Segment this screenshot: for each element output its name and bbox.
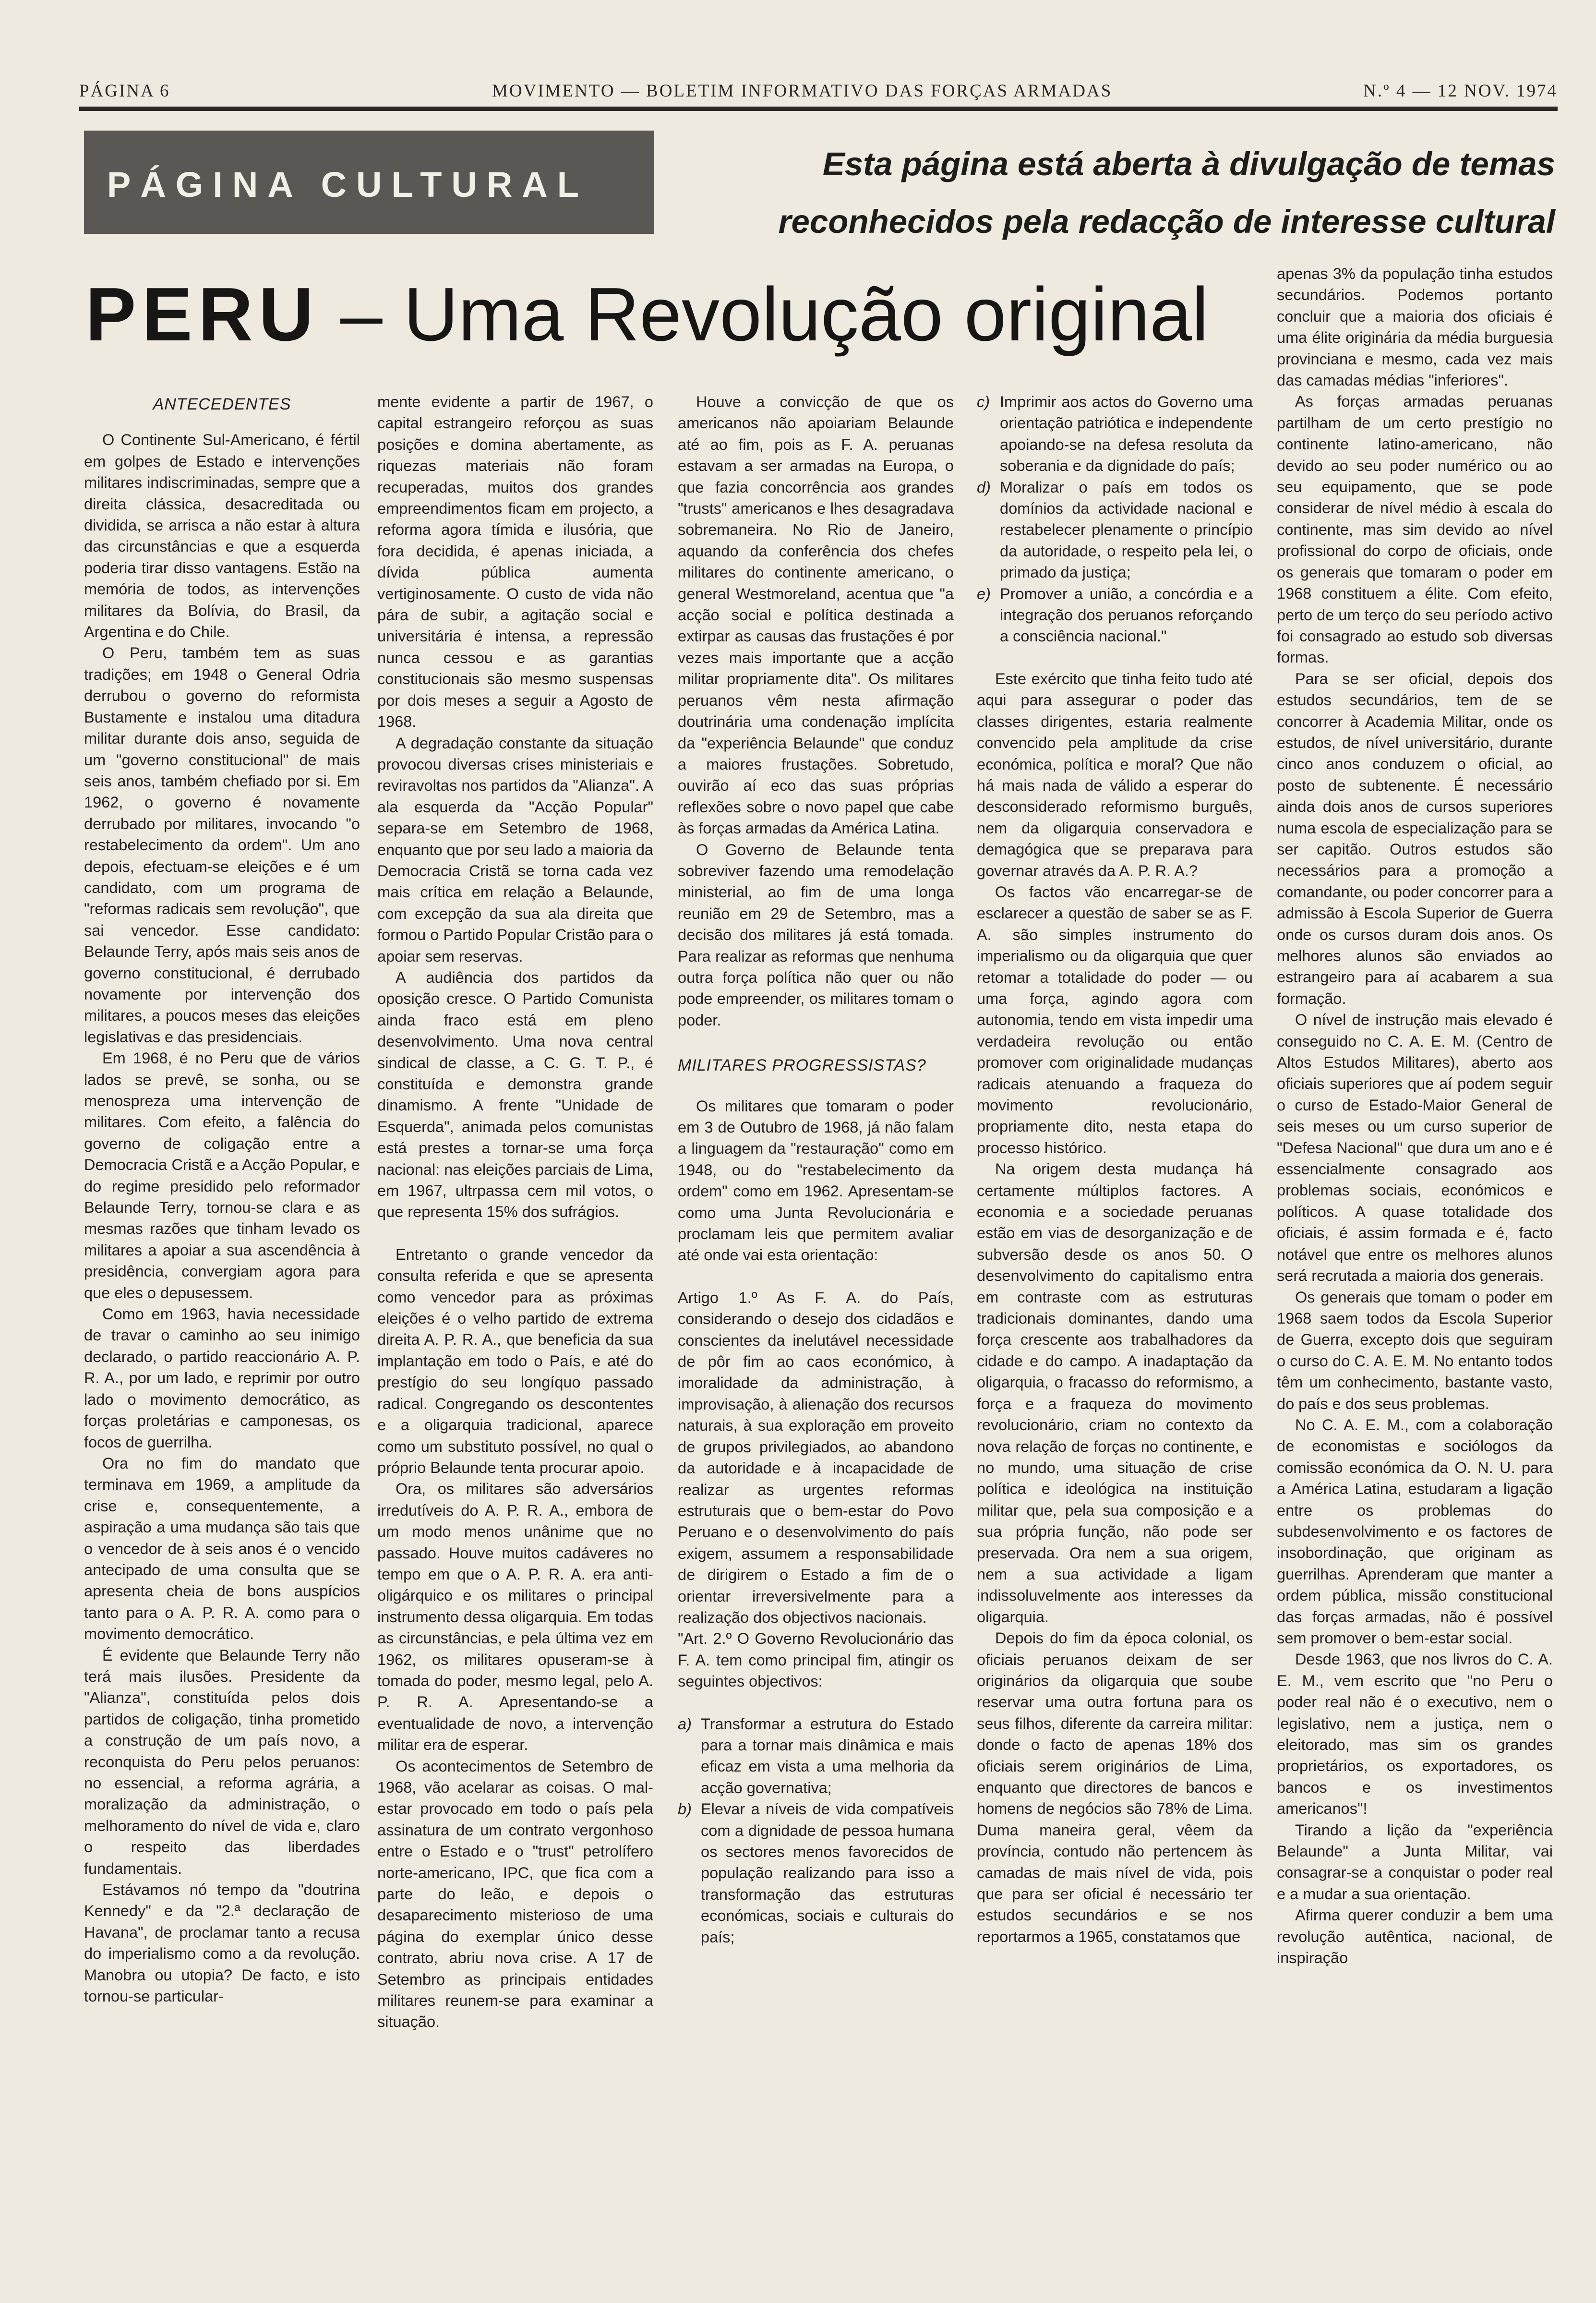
section-heading-antecedentes: ANTECEDENTES xyxy=(153,395,291,413)
paragraph: Entretanto o grande vencedor da consulta referida e que se apresenta como vencedor para as próximas eleições é o velho partido de extrema direita A. P. R. A., que beneficia da sua implantação em todo o País, e até do prestígio do seu longíquo passado radical. Congregando os descontentes e a oligarquia tradicional, aparece como um substituto possível, no qual o próprio Belaunde tenta procurar apoio. xyxy=(377,1245,653,1476)
list-marker: d) xyxy=(977,478,991,496)
paragraph: Tirando a lição da "experiência Belaunde" a Junta Militar, vai consagrar-se a conquistar o poder real e a mudar a sua orientação. xyxy=(1277,1821,1553,1903)
section-title: PÁGINA CULTURAL xyxy=(107,165,588,205)
list-marker: b) xyxy=(678,1800,692,1818)
paragraph: Desde 1963, que nos livros do C. A. E. M., vem escrito que "no Peru o poder real não é o executivo, nem o legislativo, nem a justiça, nem o eleitorado, mas sim os grandes proprietários, os exportadores, os bancos e os investimentos americanos"! xyxy=(1277,1651,1553,1818)
issue-date: N.º 4 — 12 NOV. 1974 xyxy=(1363,81,1558,101)
list-item-text: Imprimir aos actos do Governo uma orientação patriótica e independente apoiando-se na defesa resoluta da soberania e da dignidade do país; xyxy=(1000,393,1253,475)
paragraph: As forças armadas peruanas partilham de um certo prestígio no continente latino-americano, não devido ao seu poder numérico ou ao seu equipamento, que se pode considerar de nível médio à escala do continente, mas sim devido ao nível profissional do corpo de oficiais, onde os generais que tomaram o poder em 1968 constituem a élite. Com efeito, perto de um terço do seu período activo foi consagrado ao estudo sob diversas formas. xyxy=(1277,393,1553,666)
paragraph: O Peru, também tem as suas tradições; em 1948 o General Odria derrubou o governo do reformista Bustamente e instalou uma ditadura militar durante dois anso, seguida de um "governo constitucional" de mais seis anos, também chefiado por si. Em 1962, o governo é novamente derrubado por militares, invocando "o restabelecimento da ordem". Um ano depois, efectuam-se eleições e é um candidato, com um programa de "reformas radicais sem revolução", que sai vencedor. Esse candidato: Belaunde Terry, após mais seis anos de governo constitucional, é derrubado novamente por intervenção dos militares, a poucos meses das eleições legislativas e das presidenciais. xyxy=(84,644,360,1046)
paragraph: No C. A. E. M., com a colaboração de economistas e sociólogos da comissão económica da O. N. U. para a América Latina, estudaram a ligação entre os problemas do subdesenvolvimento e os factores de insobordinação, que originam as guerrilhas. Aprenderam que manter a ordem pública, missão constitucional das forças armadas, não é possível sem promover o bem-estar social. xyxy=(1277,1416,1553,1647)
list-item-text: Promover a união, a concórdia e a integração dos peruanos reforçando a consciência nacional." xyxy=(1000,585,1253,645)
column-2 xyxy=(377,391,653,2220)
objectives-list-continued xyxy=(977,391,1253,647)
paragraph: O Governo de Belaunde tenta sobreviver fazendo uma remodelação ministerial, ao fim de uma longa reunião em 29 de Setembro, mas a decisão dos militares já está tomada. Para realizar as reformas que nenhuma outra força política não quer ou não pode empreender, os militares tomam o poder. xyxy=(678,841,954,1029)
paragraph: Ora no fim do mandato que terminava em 1969, a amplitude da crise e, consequentemente, a aspiração a uma mudança são tais que o vencedor de à seis anos é o vencido antecipado de uma consulta que se apresenta cheia de bons auspícios tanto para o A. P. R. A. como para o movimento democrático. xyxy=(84,1454,360,1643)
paragraph: A degradação constante da situação provocou diversas crises ministeriais e reviravoltas nos partidos da "Alianza". A ala esquerda da "Acção Popular" separa-se em Setembro de 1968, enquanto que por seu lado a maioria da Democracia Cristã se torna cada vez mais crítica em relação a Belaunde, com excepção da sua ala direita que formou o Partido Popular Cristão para o apoiar sem reservas. xyxy=(377,734,653,965)
paragraph: Os militares que tomaram o poder em 3 de Outubro de 1968, já não falam a linguagem da "restauração" como em 1948, ou do "restabelecimento da ordem" como em 1962. Apresentam-se como uma Junta Revolucionária e proclamam leis que permitem avaliar até onde vai esta orientação: xyxy=(678,1097,954,1264)
paragraph-gap xyxy=(377,1223,653,1244)
paragraph: mente evidente a partir de 1967, o capital estrangeiro reforçou as suas posições e domina abertamente, as riquezas materiais não foram recuperadas, muitos dos grandes empreendimentos ficam em projecto, a reforma agora tímida e ilusória, que fora decidida, é apenas iniciada, a dívida pública aumenta vertiginosamente. O custo de vida não pára de subir, a agitação social e universitária é intensa, a repressão nunca cessou e as garantias constitucionais são mesmo suspensas por dois meses a seguir a Agosto de 1968. xyxy=(377,393,653,731)
list-marker: e) xyxy=(977,585,991,603)
column-3 xyxy=(678,391,954,2220)
paragraph: Os generais que tomam o poder em 1968 saem todos da Escola Superior de Guerra, excepto dois que seguiram o curso do C. A. E. M. No entanto todos têm um conhecimento, bastante vasto, do país e dos seus problemas. xyxy=(1277,1288,1553,1412)
paragraph: Em 1968, é no Peru que de vários lados se prevê, se sonha, ou se menospreza uma intervenção de militares. Com efeito, a falência do governo de coligação entre a Democracia Cristã e a Acção Popular, e do regime presidido pelo reformador Belaunde Terry, tornou-se clara e as mesmas razões que tinham levado os militares a apoiar a sua ascendência à presidência, convergiam agora para que eles o depusessem. xyxy=(84,1049,360,1302)
page-number: PÁGINA 6 xyxy=(79,81,170,101)
paragraph: Ora, os militares são adversários irredutíveis do A. P. R. A., embora de um modo menos unânime que no passado. Houve muitos cadáveres no tempo em que o A. P. R. A. era anti-oligárquico e os militares o principal instrumento dessa oligarquia. Em todas as circunstâncias, e pela última vez em 1962, os militares opuseram-se à tomada do poder, mesmo legal, pelo A. P. R. A. Apresentando-se a eventualidade de novo, a intervenção militar era de esperar. xyxy=(377,1480,653,1754)
list-marker: a) xyxy=(678,1715,692,1733)
paragraph: Afirma querer conduzir a bem uma revolução autêntica, nacional, de inspiração xyxy=(1277,1906,1553,1967)
paragraph: Este exército que tinha feito tudo até aqui para assegurar o poder das classes dirigentes, estaria realmente convencido pela amplitude da crise económica, política e moral? Que não há mais nada de válido a esperar do desconsiderado reformismo burguês, nem da oligarquia conservadora e demagógica que se preparava para governar através da A. P. R. A.? xyxy=(977,670,1253,880)
list-item-text: Elevar a níveis de vida compatíveis com a dignidade de pessoa humana os sectores menos favorecidos de população realizando para isso a transformação das estruturas económicas, sociais e culturais do país; xyxy=(701,1800,954,1946)
paragraph: apenas 3% da população tinha estudos secundários. Podemos portanto concluir que a maioria dos oficiais é uma élite originária da média burguesia provinciana e mesmo, cada vez mais das camadas médias "inferiores". xyxy=(1277,265,1553,389)
running-header xyxy=(79,76,1558,107)
header-rule xyxy=(79,107,1558,111)
article-title xyxy=(85,269,1209,360)
paragraph: Artigo 1.º As F. A. do País, considerando o desejo dos cidadãos e conscientes da inelutável necessidade de pôr fim ao caos económico, à imoralidade da administração, à improvisação, à alienação dos recursos naturais, à sua exploração em proveito de grupos privilegiados, ao abandono da autoridade e à incapacidade de realizar as urgentes reformas estruturais que o bem-estar do Povo Peruano e o desenvolvimento do país exigem, assumem a responsabilidade de dirigirem o Estado a fim de o orientar irreversivelmente para a realização dos objectivos nacionais. xyxy=(678,1289,954,1626)
article-title-bold: PERU xyxy=(85,272,319,357)
paragraph: O Continente Sul-Americano, é fértil em golpes de Estado e intervenções militares indiscriminadas, sempre que a direita clássica, desacreditada ou dividida, se arrisca a não estar à altura das circunstâncias e que a esquerda poderia tirar disso vantagens. Estão na memória de todos, as intervenções militares da Bolívia, do Brasil, da Argentina e do Chile. xyxy=(84,431,360,641)
section-note-line-1: Esta página está aberta à divulgação de temas xyxy=(822,145,1555,182)
column-4 xyxy=(977,391,1253,2220)
list-item-text: Moralizar o país em todos os domínios da actividade nacional e restabelecer plenamente o princípio da autoridade, o respeito pela lei, o primado da justiça; xyxy=(1000,478,1253,581)
article-title-rest: – Uma Revolução original xyxy=(319,272,1209,357)
list-item xyxy=(678,1713,954,1799)
paragraph: Na origem desta mudança há certamente múltiplos factores. A economia e a sociedade peruanas estão em vias de desorganização e de subversão desde os anos 50. O desenvolvimento do capitalismo entra em contraste com as estruturas tradicionais dominantes, dando uma força crescente aos trabalhadores da cidade e do campo. A inadaptação da oligarquia, o fracasso do reformismo, a força e a fraqueza do movimento revolucionário, criam no contexto da nova relação de forças no continente, e no mundo, uma situação de crise política e ideológica na instituição militar que, pela sua composição e a sua própria função, não pode ser preservada. Ora nem a sua origem, nem a sua actividade a ligam indissoluvelmente aos interesses da oligarquia. xyxy=(977,1160,1253,1626)
list-marker: c) xyxy=(977,393,990,410)
paragraph: Como em 1963, havia necessidade de travar o caminho ao seu inimigo declarado, o partido reaccionário A. P. R. A., por um lado, e reprimir por outro lado o movimento democrático, as forças proletárias e camponesas, os focos de guerrilha. xyxy=(84,1305,360,1451)
paragraph: Houve a convicção de que os americanos não apoiariam Belaunde até ao fim, pois as F. A. peruanas estavam a ser armadas na Europa, o que fazia concorrência aos grandes "trusts" americanos e lhes desagradava sobremaneira. No Rio de Janeiro, aquando da conferência dos chefes militares do continente americano, o general Westmoreland, acentua que "a acção social e política destinada a extirpar as causas das frustações é por vezes mais importante que a acção militar propriamente dita". Os militares peruanos vêm nesta afirmação doutrinária uma condenação implícita da "experiência Belaunde" que conduz a maiores frustações. Sobretudo, ouvirão aí eco das suas próprias reflexões sobre o novo papel que cabe às forças armadas da América Latina. xyxy=(678,393,954,837)
section-heading-militares-progressistas: MILITARES PROGRESSISTAS? xyxy=(678,1056,926,1075)
list-item xyxy=(678,1798,954,1948)
paragraph-gap xyxy=(678,1266,954,1287)
paragraph: O nível de instrução mais elevado é conseguido no C. A. E. M. (Centro de Altos Estudos Militares), aberto aos oficiais superiores que aí podem seguir o curso de Estado-Maior General de seis meses ou um curso superior de "Defesa Nacional" que dura um ano e é essencialmente consagrado aos problemas sociais, económicos e políticos. A quase totalidade dos oficiais, é assim formada e é, facto notável que entre os melhores alunos será recrutada a maioria dos generais. xyxy=(1277,1011,1553,1285)
objectives-list xyxy=(678,1713,954,1948)
paragraph: Depois do fim da época colonial, os oficiais peruanos deixam de ser originários da oligarquia que soube reservar uma outra fortuna para os seus filhos, diferente da carreira militar: donde o facto de apenas 18% dos oficiais serem originários de Lima, enquanto que directores de bancos e homens de negócios são 78% de Lima. Duma maneira geral, vêem da província, contudo não pertencem às camadas de mais nível de vida, pois que para ser oficial é necessário ter estudos secundários e se nos reportarmos a 1965, constatamos que xyxy=(977,1629,1253,1945)
paragraph: Os factos vão encarregar-se de esclarecer a questão de saber se as F. A. são simples instrumento do imperialismo ou da oligarquia que quer retomar a totalidade do poder — ou uma força, agindo agora com autonomia, tendo em vista impedir uma verdadeira revolução ou então promover com originalidade mudanças radicais atenuando a fraqueza do movimento revolucionário, propriamente dito, nesta etapa do processo histórico. xyxy=(977,883,1253,1157)
paragraph: Os acontecimentos de Setembro de 1968, vão acelarar as coisas. O mal-estar provocado em todo o país pela assinatura de um contrato vergonhoso entre o Estado e o "trust" petrolífero norte-americano, IPC, que fica com a parte do leão, e depois o desaparecimento misterioso de uma página do exemplar único desse contrato, abriu nova crise. A 17 de Setembro as principais entidades militares reunem-se para examinar a situação. xyxy=(377,1757,653,2031)
list-item xyxy=(977,391,1253,477)
publication-title: MOVIMENTO — BOLETIM INFORMATIVO DAS FORÇAS ARMADAS xyxy=(492,81,1113,101)
paragraph-gap xyxy=(977,647,1253,668)
column-5 xyxy=(1277,263,1553,2220)
section-banner xyxy=(84,131,654,234)
paragraph: Estávamos nó tempo da "doutrina Kennedy" e da "2.ª declaração de Havana", de proclamar tanto a recusa do imperialismo como a da revolução. Manobra ou utopia? De facto, e isto tornou-se particular- xyxy=(84,1881,360,2005)
paragraph-gap xyxy=(678,1692,954,1713)
section-note xyxy=(710,135,1555,251)
list-item xyxy=(977,583,1253,647)
list-item xyxy=(977,477,1253,583)
section-note-line-2: reconhecidos pela redacção de interesse cultural xyxy=(778,203,1555,240)
paragraph: É evidente que Belaunde Terry não terá mais ilusões. Presidente da "Alianza", constituída pelos dois partidos de coligação, tinha prometido a construção de um país novo, a reconquista do Peru pelos peruanos: no essencial, a reforma agrária, a moralização da administração, o melhoramento do nível de vida e, claro o respeito das liberdades fundamentais. xyxy=(84,1646,360,1877)
list-item-text: Transformar a estrutura do Estado para a tornar mais dinâmica e mais eficaz em vista a uma melhoria da acção governativa; xyxy=(701,1715,954,1797)
paragraph: A audiência dos partidos da oposição cresce. O Partido Comunista ainda fraco está em pleno desenvolvimento. Uma nova central sindical de classe, a C. G. T. P., é constituída e demonstra grande dinamismo. A frente "Unidade de Esquerda", animada pelos comunistas está prestes a tornar-se uma força nacional: nas eleições parciais de Lima, em 1967, ultrpassa cem mil votos, o que representa 15% dos sufrágios. xyxy=(377,968,653,1221)
column-1 xyxy=(84,394,360,2223)
paragraph: "Art. 2.º O Governo Revolucionário das F. A. tem como principal fim, atingir os seguintes objectivos: xyxy=(678,1630,954,1690)
paragraph: Para se ser oficial, depois dos estudos secundários, tem de se concorrer à Academia Militar, onde os estudos, de nível universitário, durante cinco anos conduzem o oficial, ao posto de subtenente. É necessário ainda dois anos de cursos superiores numa escola de especialização para se ser capitão. Outros estudos são necessários para a promoção a comandante, ou poder concorrer para a admissão à Escola Superior de Guerra onde os cursos duram dois anos. Os melhores alunos são enviados ao estrangeiro para aí acabarem a sua formação. xyxy=(1277,670,1553,1007)
